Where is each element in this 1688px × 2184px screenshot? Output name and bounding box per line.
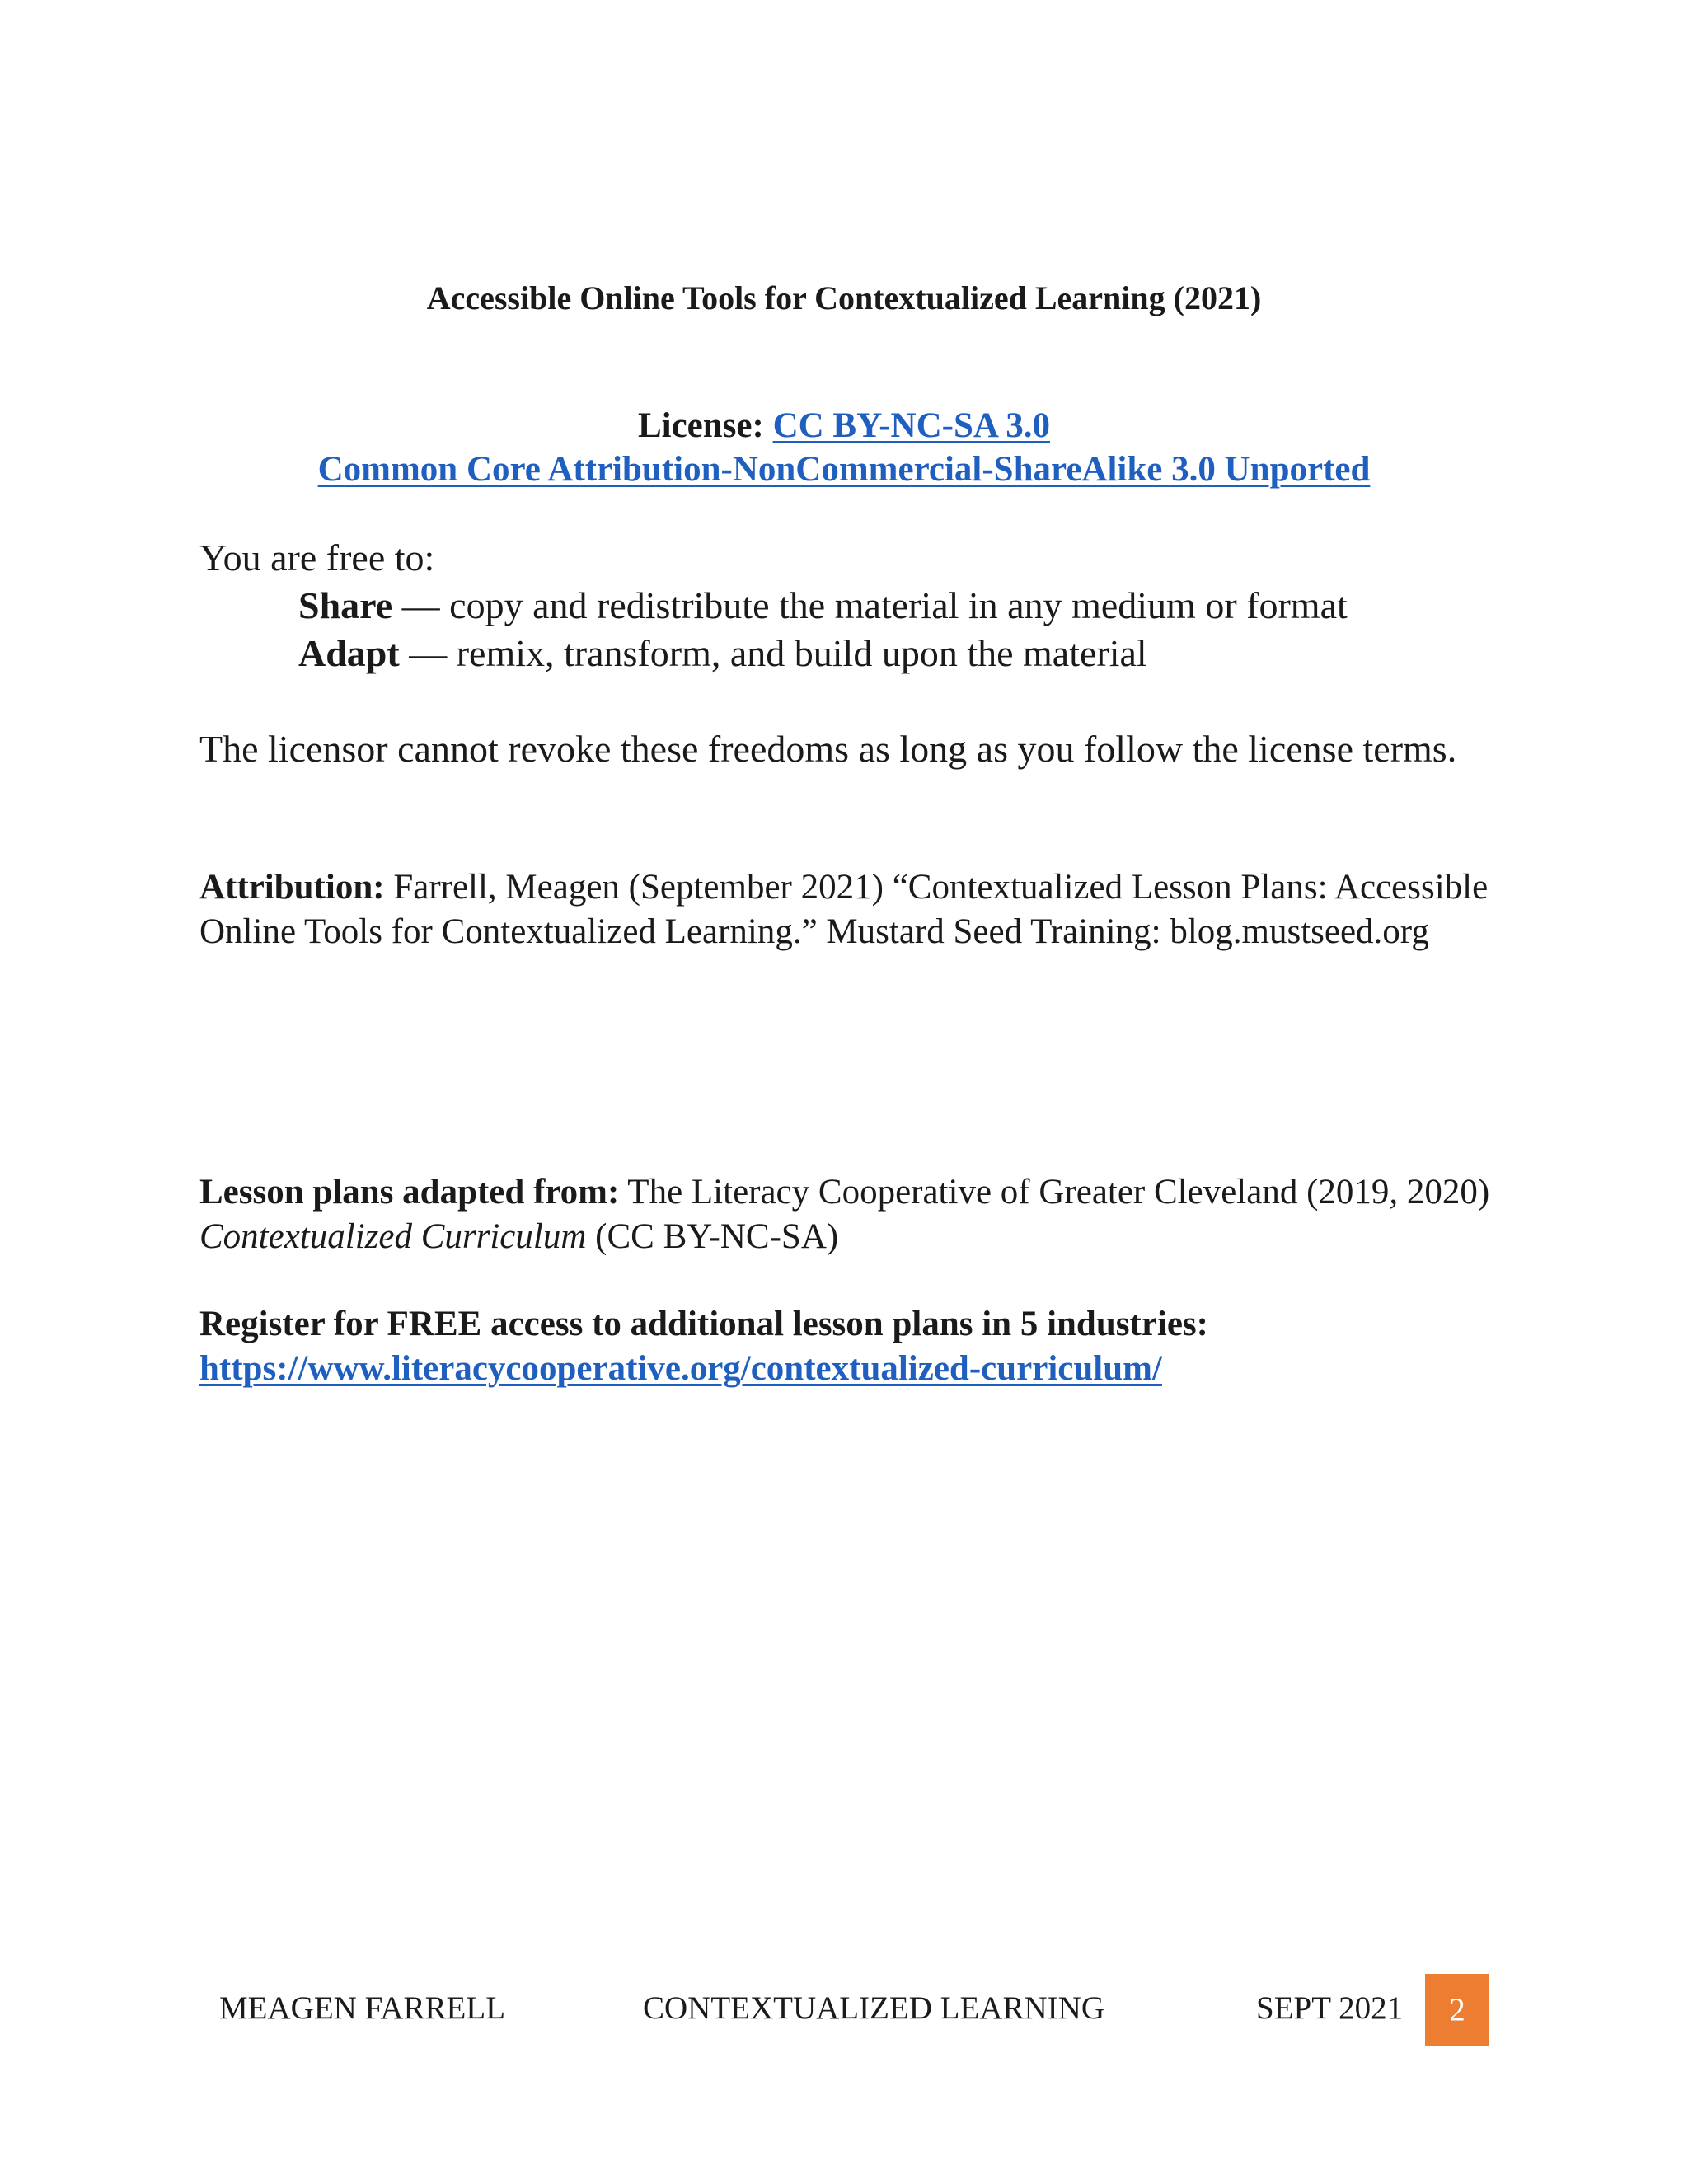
licensor-note: The licensor cannot revoke these freedoms as long as you follow the license terms. xyxy=(199,728,1457,770)
page-number-badge: 2 xyxy=(1425,1974,1489,2046)
attribution-label: Attribution: xyxy=(199,868,385,907)
freedom-item-share xyxy=(298,582,1348,630)
freedom-description: copy and redistribute the material in any medium or format xyxy=(449,584,1348,626)
freedom-term: Adapt xyxy=(298,632,400,674)
footer-author: MEAGEN FARRELL xyxy=(219,1990,506,2026)
attribution-text: Farrell, Meagen (September 2021) “Contextualized Lesson Plans: Accessible Online Tools for Contextualized Learning.” Mustard Seed Training: blog.mustseed.org xyxy=(199,868,1489,951)
footer-subject: CONTEXTUALIZED LEARNING xyxy=(643,1990,1104,2026)
register-text: Register for FREE access to additional lesson plans in 5 industries: xyxy=(199,1305,1208,1343)
freedom-separator: — xyxy=(392,584,450,626)
license-line xyxy=(0,404,1688,448)
adapted-text-before: The Literacy Cooperative of Greater Cleveland (2019, 2020) xyxy=(619,1173,1490,1212)
freedom-item-adapt xyxy=(298,630,1147,677)
adapted-from-paragraph xyxy=(199,1170,1502,1259)
freedom-description: remix, transform, and build upon the material xyxy=(456,632,1147,674)
register-paragraph xyxy=(199,1302,1502,1391)
attribution-paragraph xyxy=(199,865,1502,954)
document-title: Accessible Online Tools for Contextualized Learning (2021) xyxy=(426,279,1262,316)
register-link[interactable]: https://www.literacycooperative.org/contextualized-curriculum/ xyxy=(199,1349,1162,1388)
freedoms-intro: You are free to: xyxy=(199,537,435,579)
license-full-line xyxy=(0,448,1688,492)
license-short-link[interactable]: CC BY-NC-SA 3.0 xyxy=(772,406,1051,445)
license-label: License: xyxy=(637,406,764,445)
freedom-separator: — xyxy=(399,632,457,674)
license-full-link[interactable]: Common Core Attribution-NonCommercial-ShareAlike 3.0 Unported xyxy=(317,450,1371,489)
footer-date: SEPT 2021 xyxy=(1256,1990,1404,2026)
adapted-text-after: (CC BY-NC-SA) xyxy=(586,1217,839,1256)
adapted-title-italic: Contextualized Curriculum xyxy=(199,1217,587,1256)
freedom-term: Share xyxy=(298,584,393,626)
adapted-label: Lesson plans adapted from: xyxy=(199,1173,620,1212)
